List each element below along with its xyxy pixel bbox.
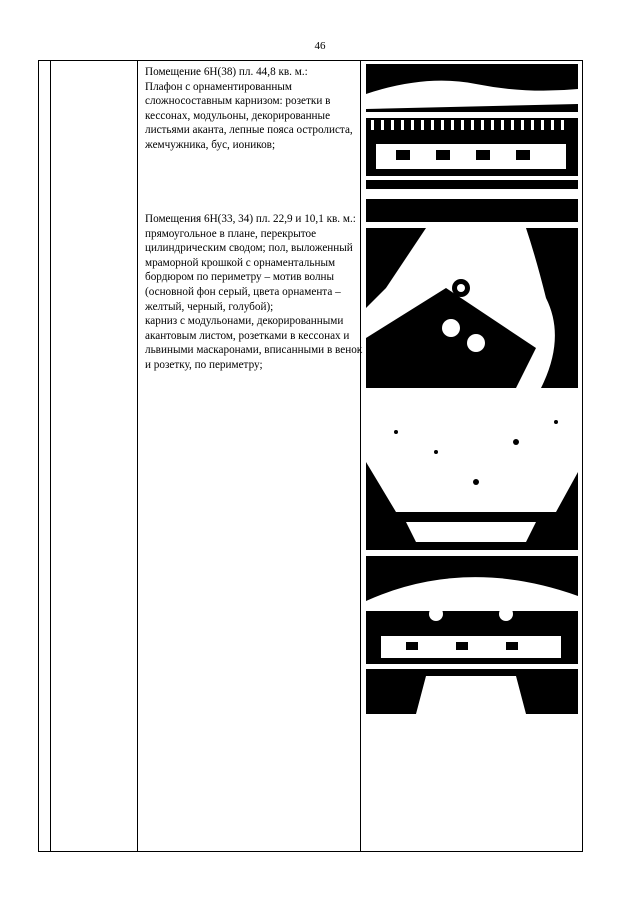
photo-vaulted-ceiling	[366, 392, 578, 550]
page-number: 46	[314, 40, 326, 52]
column-divider	[137, 61, 138, 851]
document-table	[38, 60, 583, 852]
room-description-6n33-34: Помещения 6Н(33, 34) пл. 22,9 и 10,1 кв. м.: прямоугольное в плане, перекрытое цилиндрическим сводом; пол, выложенный мраморной крошкой с орнаментальным бордюром по периметру – мотив волны (основной фон серый, цвета орнамента – желтый, черный, голубой); карниз с модульонами, декорированными акантовым листом, розетками в кессонах и львиными маскаронами, вписанными в венок и розетку, по периметру;	[145, 213, 363, 371]
column-divider	[360, 61, 361, 851]
photo-ceiling-cornice	[366, 64, 578, 222]
room-description-6n38: Помещение 6Н(38) пл. 44,8 кв. м.: Плафон с орнаментированным сложносоставным карнизом: розетки в кессонах, модульоны, декорированные листьями аканта, лепные пояса остролиста, жемчужника, бус, иоников;	[145, 66, 353, 151]
photo-cornice-masks	[366, 556, 578, 714]
photo-ornament-detail	[366, 228, 578, 388]
column-divider	[50, 61, 51, 851]
